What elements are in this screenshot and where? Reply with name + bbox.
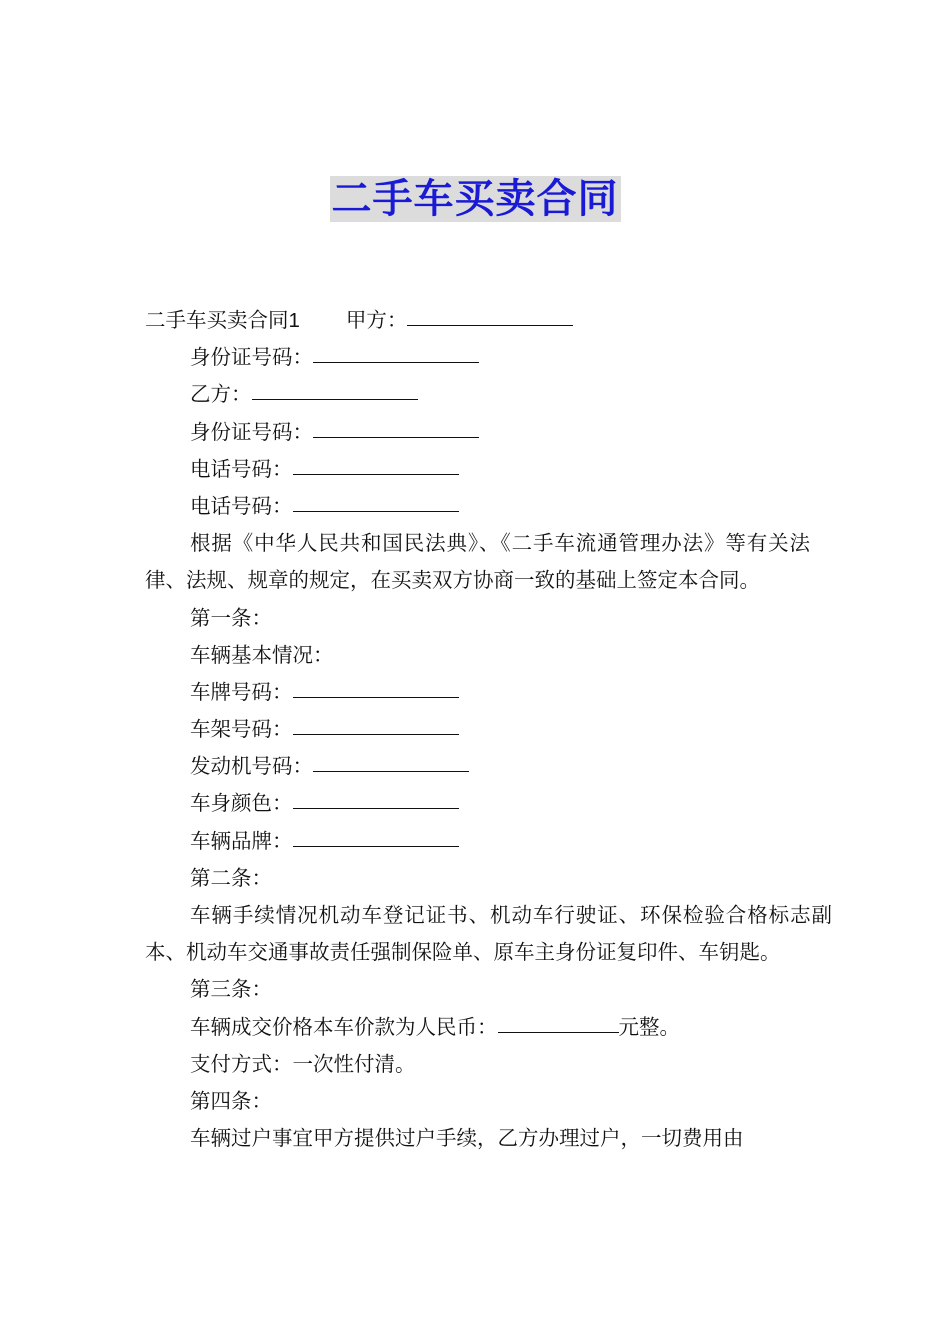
price-blank[interactable] — [498, 1010, 619, 1033]
phone-1-blank[interactable] — [293, 452, 459, 475]
contract-index: 1 — [288, 309, 300, 332]
color-line — [145, 785, 810, 822]
vehicle-info-heading: 车辆基本情况： — [190, 642, 334, 667]
engine-blank[interactable] — [313, 749, 469, 772]
brand-line — [145, 823, 810, 860]
article-2-paragraph: 车辆手续情况机动车登记证书、机动车行驶证、环保检验合格标志副本、机动车交通事故责任强制保险单、原车主身份证复印件、车钥匙。 — [145, 903, 832, 965]
price-label: 车辆成交价格本车价款为人民币： — [190, 1014, 498, 1039]
brand-blank[interactable] — [293, 824, 459, 847]
id-a-label: 身份证号码： — [190, 345, 313, 370]
frame-blank[interactable] — [293, 712, 459, 735]
document-title: 二手车买卖合同 — [331, 176, 619, 222]
frame-label: 车架号码： — [190, 717, 293, 742]
party-b-line — [145, 376, 810, 413]
phone-2-blank[interactable] — [293, 489, 459, 512]
contract-heading: 二手车买卖合同 — [145, 308, 289, 332]
frame-line — [145, 711, 810, 748]
id-b-label: 身份证号码： — [190, 419, 313, 444]
plate-line — [145, 674, 810, 711]
engine-label: 发动机号码： — [190, 754, 313, 779]
article-3-heading: 第三条： — [190, 977, 272, 1002]
price-line — [145, 1009, 810, 1046]
preamble-paragraph: 根据《中华人民共和国民法典》、《二手车流通管理办法》等有关法律、法规、规章的规定，在买卖双方协商一致的基础上签定本合同。 — [145, 531, 810, 593]
article-1-heading: 第一条： — [190, 605, 272, 630]
phone-2-label: 电话号码： — [190, 493, 293, 518]
article-2-heading: 第二条： — [190, 865, 272, 890]
phone-1-line — [145, 451, 810, 488]
id-b-blank[interactable] — [313, 415, 479, 438]
phone-1-label: 电话号码： — [190, 456, 293, 481]
id-b-line — [145, 414, 810, 451]
id-a-blank[interactable] — [313, 340, 479, 363]
party-b-label: 乙方： — [190, 382, 252, 407]
contract-body — [145, 302, 832, 1157]
title-container — [0, 176, 950, 222]
party-a-label: 甲方： — [345, 308, 408, 332]
id-a-line — [145, 339, 810, 376]
payment-line: 支付方式：一次性付清。 — [190, 1051, 416, 1076]
phone-2-line — [145, 488, 810, 525]
plate-blank[interactable] — [293, 675, 459, 698]
article-4-heading: 第四条： — [190, 1089, 272, 1113]
engine-line — [145, 748, 810, 785]
article-4-paragraph: 车辆过户事宜甲方提供过户手续，乙方办理过户，一切费用由 — [190, 1126, 744, 1151]
color-label: 车身颜色： — [190, 791, 293, 816]
header-line — [145, 302, 810, 339]
plate-label: 车牌号码： — [190, 679, 293, 704]
party-b-blank[interactable] — [252, 377, 418, 400]
brand-label: 车辆品牌： — [190, 828, 293, 853]
price-suffix: 元整。 — [618, 1014, 680, 1039]
party-a-blank[interactable] — [407, 303, 573, 326]
color-blank[interactable] — [293, 786, 459, 809]
